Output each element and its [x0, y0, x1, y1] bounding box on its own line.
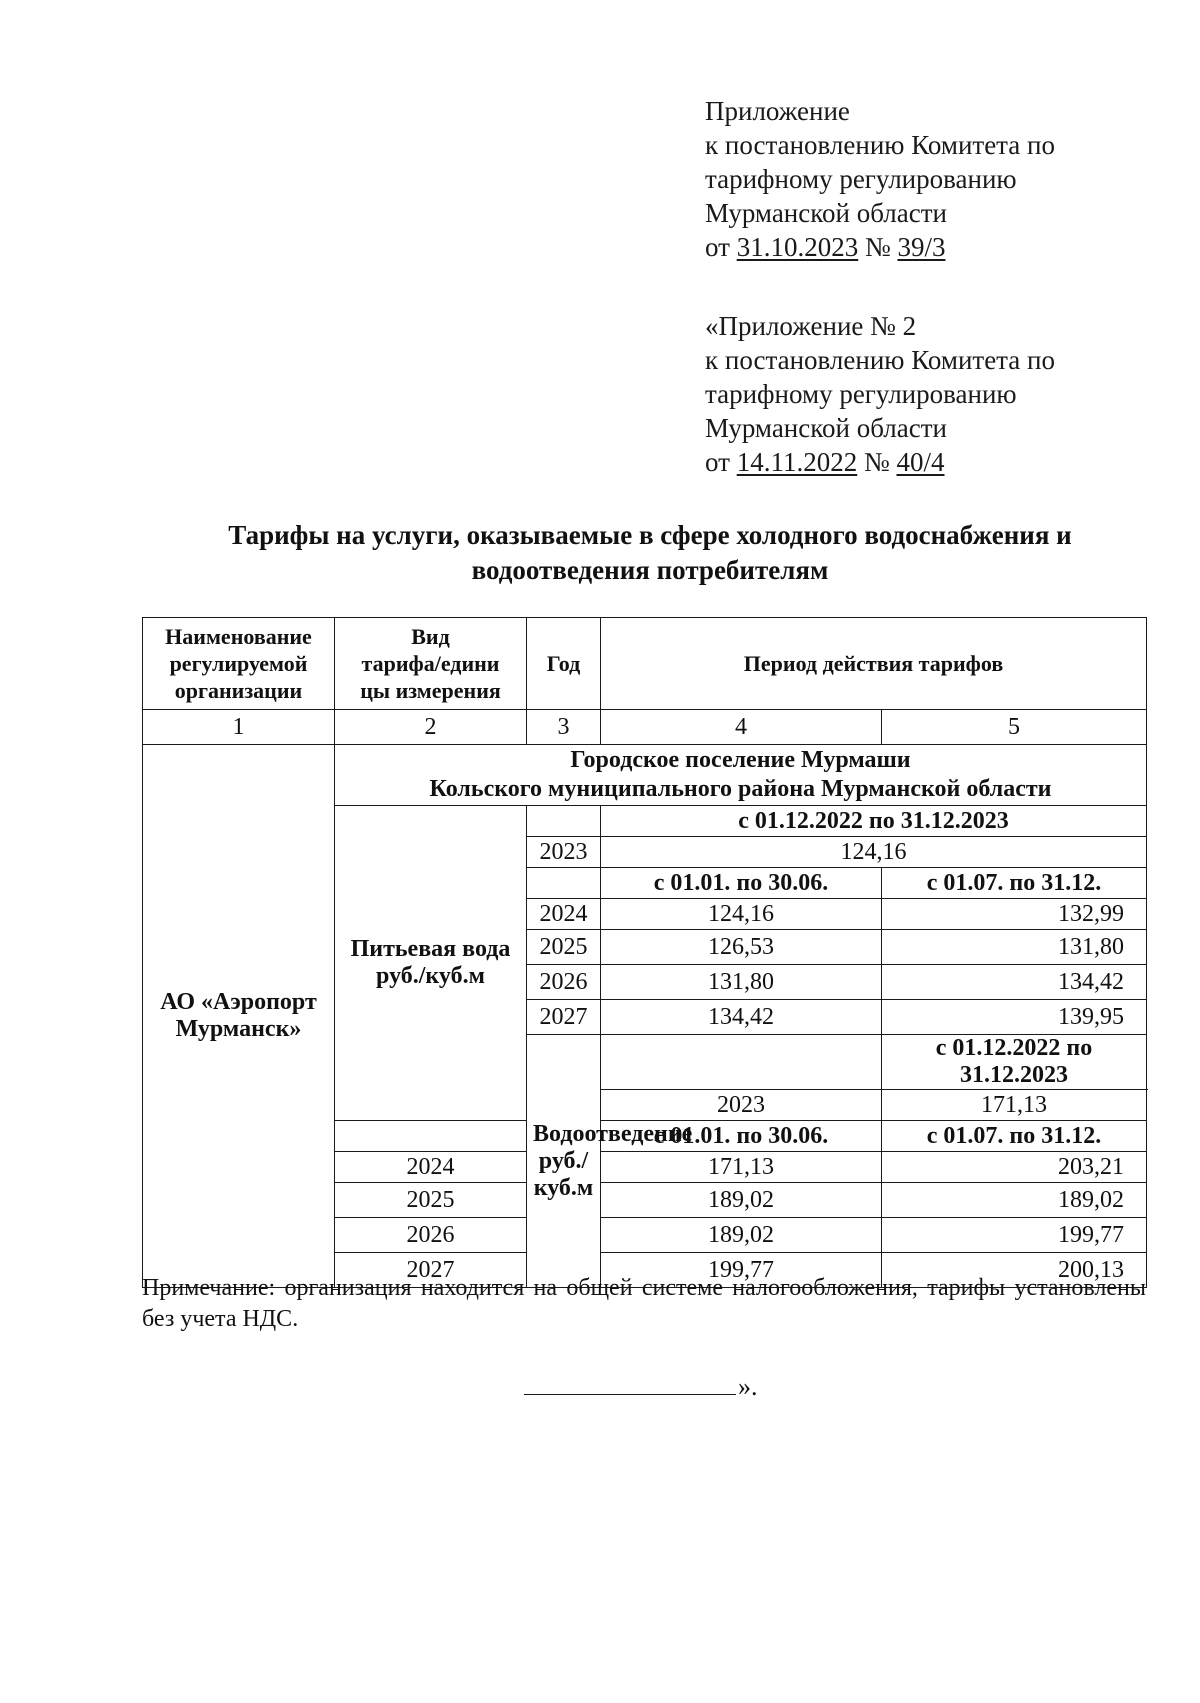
title-line-1: Тарифы на услуги, оказываемые в сфере холодного водоснабжения и [228, 520, 1072, 550]
service-cell-drinking-water: Питьевая вода руб./куб.м [335, 806, 527, 1121]
group-row [143, 745, 1147, 806]
header-tariff-type: Вид тарифа/едини цы измерения [335, 618, 527, 710]
tariff-value-h1: 189,02 [601, 1183, 882, 1218]
appendix-date-line [705, 230, 1055, 264]
resolution-date: 31.10.2023 [736, 232, 859, 262]
tariff-value-h2: 132,99 [882, 899, 1147, 930]
appendix-line: к постановлению Комитета по [705, 130, 1055, 160]
tariff-value-h2: 131,80 [882, 930, 1147, 965]
tariff-value-h2: 200,13 [882, 1253, 1147, 1288]
number-prefix: № [858, 232, 898, 262]
appendix-date-line [705, 445, 1055, 479]
number-prefix: № [857, 447, 897, 477]
closing-line [524, 1372, 758, 1402]
tariff-value-h2: 139,95 [882, 1000, 1147, 1035]
tariff-value-h2: 203,21 [882, 1152, 1147, 1183]
period-first-half: с 01.01. по 30.06. [601, 868, 882, 899]
appendix-line: Мурманской области [705, 413, 947, 443]
tariff-value-h1: 171,13 [601, 1152, 882, 1183]
year-cell: 2023 [601, 1090, 882, 1121]
tariff-value: 171,13 [882, 1090, 1147, 1121]
year-cell: 2027 [335, 1253, 527, 1288]
period-first-half: с 01.01. по 30.06. [601, 1121, 882, 1152]
column-numbers-row [143, 710, 1147, 745]
year-cell: 2024 [527, 899, 601, 930]
settlement-group-heading: Городское поселение Мурмаши Кольского муниципального района Мурманской области [335, 745, 1147, 806]
closing-quote: ». [738, 1372, 758, 1401]
service-cell-wastewater: Водоотведение руб./куб.м [527, 1035, 601, 1288]
tariff-value-h2: 199,77 [882, 1218, 1147, 1253]
column-number: 3 [527, 710, 601, 745]
resolution-number: 40/4 [896, 447, 945, 477]
tariffs-table [142, 617, 1147, 1288]
tariff-value-h1: 126,53 [601, 930, 882, 965]
tax-note: Примечание: организация находится на общей системе налогообложения, тарифы установлены без учета НДС. [142, 1275, 1146, 1332]
period-full-year: с 01.12.2022 по 31.12.2023 [601, 806, 1147, 837]
column-number: 1 [143, 710, 335, 745]
year-cell: 2025 [335, 1183, 527, 1218]
table-header-row [143, 618, 1147, 710]
appendix-line: тарифному регулированию [705, 164, 1017, 194]
resolution-number: 39/3 [897, 232, 946, 262]
period-second-half: с 01.07. по 31.12. [882, 1121, 1147, 1152]
appendix-line: Приложение [705, 96, 850, 126]
year-cell-empty [335, 1121, 527, 1152]
organization-cell: АО «Аэропорт Мурманск» [143, 745, 335, 1288]
tariff-value-h1: 131,80 [601, 965, 882, 1000]
column-number: 2 [335, 710, 527, 745]
appendix-header-2 [705, 309, 1055, 479]
period-full-year: с 01.12.2022 по 31.12.2023 [882, 1035, 1147, 1090]
year-cell: 2024 [335, 1152, 527, 1183]
year-cell: 2027 [527, 1000, 601, 1035]
tariff-value-h1: 134,42 [601, 1000, 882, 1035]
year-cell: 2026 [527, 965, 601, 1000]
appendix-line: Мурманской области [705, 198, 947, 228]
tariff-value-h1: 199,77 [601, 1253, 882, 1288]
title-line-2: водоотведения потребителям [471, 555, 829, 585]
appendix-line: к постановлению Комитета по [705, 345, 1055, 375]
tariff-value-h1: 189,02 [601, 1218, 882, 1253]
resolution-date: 14.11.2022 [736, 447, 858, 477]
tariff-value-h2: 134,42 [882, 965, 1147, 1000]
header-year: Год [527, 618, 601, 710]
document-title [130, 518, 1170, 588]
column-number: 5 [882, 710, 1147, 745]
year-cell: 2023 [527, 837, 601, 868]
year-cell: 2025 [527, 930, 601, 965]
tariff-value-h1: 124,16 [601, 899, 882, 930]
tariff-value-h2: 189,02 [882, 1183, 1147, 1218]
period-second-half: с 01.07. по 31.12. [882, 868, 1147, 899]
signature-underline [524, 1374, 736, 1395]
tariff-value: 124,16 [601, 837, 1147, 868]
header-period: Период действия тарифов [601, 618, 1147, 710]
header-organization: Наименование регулируемой организации [143, 618, 335, 710]
year-cell: 2026 [335, 1218, 527, 1253]
appendix-line: тарифному регулированию [705, 379, 1017, 409]
appendix-header-1 [705, 94, 1055, 264]
date-prefix: от [705, 232, 737, 262]
column-number: 4 [601, 710, 882, 745]
appendix-line: «Приложение № 2 [705, 311, 917, 341]
date-prefix: от [705, 447, 737, 477]
year-cell-empty [601, 1035, 882, 1090]
year-cell-empty [527, 868, 601, 899]
year-cell-empty [527, 806, 601, 837]
